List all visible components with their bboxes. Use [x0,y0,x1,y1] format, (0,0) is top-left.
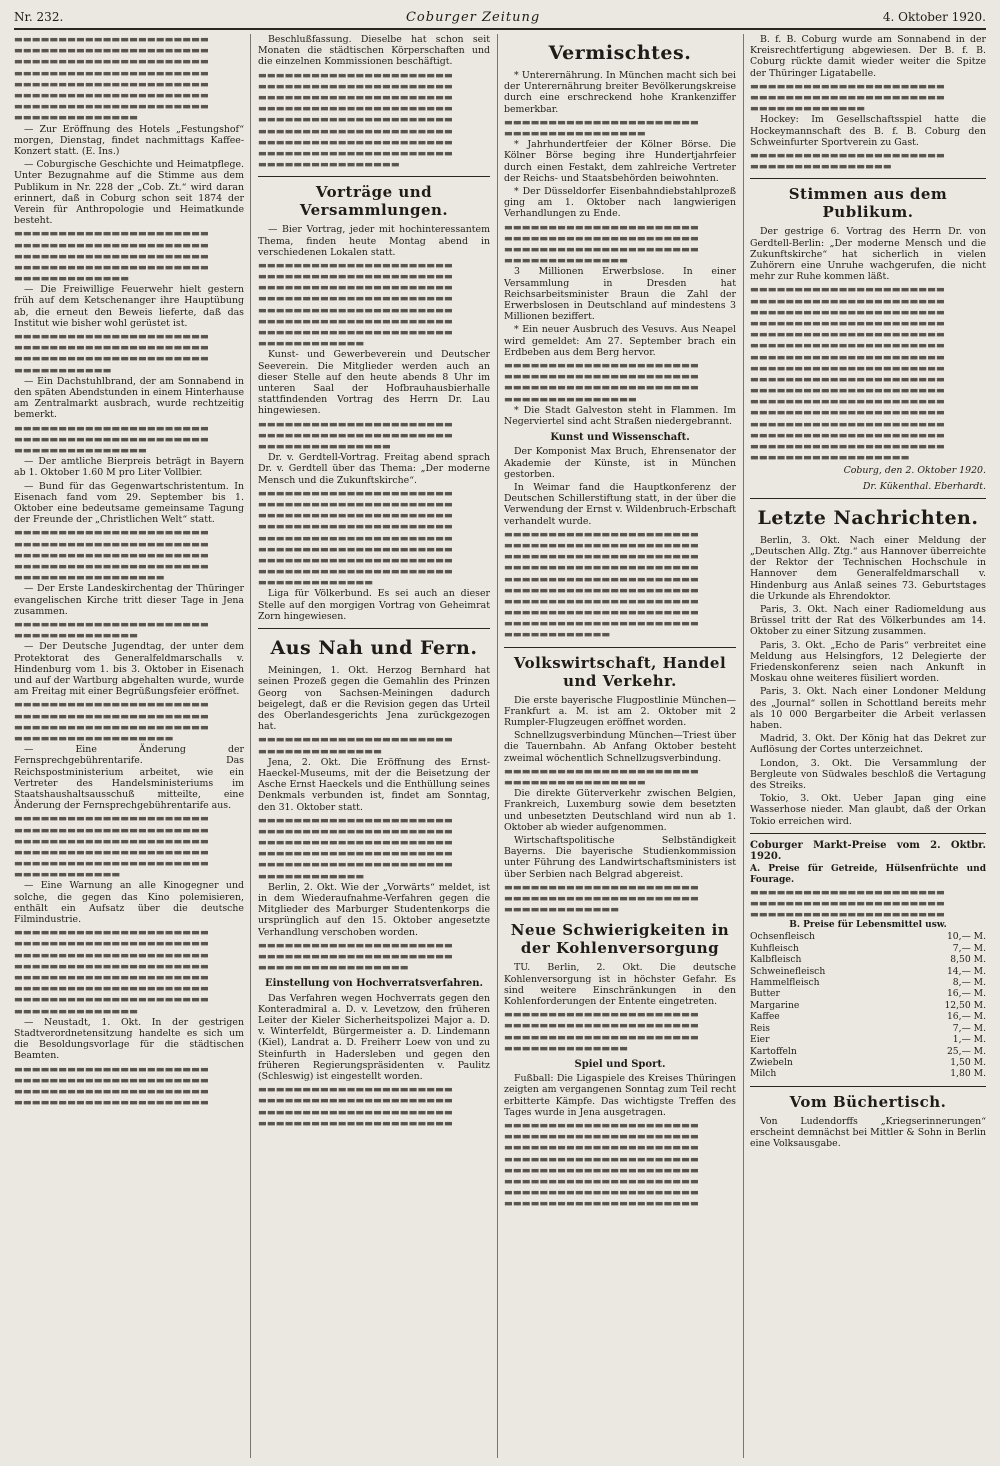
section-divider [750,498,986,499]
section-heading-nah-fern: Aus Nah und Fern. [270,637,478,660]
section-heading-kohle: Neue Schwierigkeiten in der Kohlenversorgung [510,921,730,958]
section-heading-vortraege: Vorträge und Versammlungen. [299,183,449,220]
article-jugendtag: — Der Deutsche Jugendtag, der unter dem Protektorat des Generalfeldmarschalls v. Hindenburg vom 1. bis 3. Oktober in Eisenach und auf der Wartburg abgehalten wurde, wurde am Freitag mit einer Begrüßungsfeier eröffnet. [14,641,244,698]
article-berlin-marburg: Berlin, 2. Okt. Wie der „Vorwärts“ meldet, ist in dem Wiederaufnahme-Verfahren gegen die Mitglieder des Marburger Studentenkorps die ursprünglich auf den 15. Oktober angesetzte Verhandlung verschoben worden. [258,881,490,938]
article-bierpreis: — Der amtliche Bierpreis beträgt in Bayern ab 1. Oktober 1.60 M pro Liter Vollbier. [14,456,244,479]
article-hotel: — Zur Eröffnung des Hotels „Festungshof“ morgen, Dienstag, findet nachmittags Kaffee-Konzert statt. (E. Ins.) [14,123,244,157]
column-rule [250,34,251,1458]
article-landeskirchentag: — Der Erste Landeskirchentag der Thüringer evangelischen Kirche tritt dieser Tage in Jena zusammen. [14,583,244,617]
price-value: 8,50 M. [950,954,986,966]
price-value: 7,— M. [952,942,986,954]
price-row [750,988,986,999]
article-fussball: Fußball: Die Ligaspiele des Kreises Thüringen zeigten am vergangenen Sonntag zum Teil recht erbitterte Kämpfe. Das wichtigste Treffen des Tages wurde in Jena ausgetragen. [504,1073,736,1118]
section-heading-sport: Spiel und Sport. [574,1058,666,1070]
price-item: Schweinefleisch [750,965,826,977]
column-2: Beschlußfassung. Dieselbe hat schon seit Monaten die städtischen Körperschaften und die einzelnen Kommissionen beschäftigt. ▬▬▬▬▬▬▬▬▬▬▬▬▬▬▬▬▬▬▬▬▬▬ ▬▬▬▬▬▬▬▬▬▬▬▬▬▬▬▬▬▬▬▬▬▬ ▬▬▬▬▬▬▬▬▬▬▬▬▬▬▬▬▬▬▬▬▬▬ ▬▬▬▬▬▬▬▬▬▬▬▬▬▬▬▬▬▬▬▬▬▬ ▬▬▬▬▬▬▬▬▬▬▬▬▬▬▬▬▬▬▬▬▬▬ ▬▬▬▬▬▬▬▬▬▬▬▬▬▬▬▬▬▬▬▬▬▬ ▬▬▬▬▬▬▬▬▬▬▬▬▬▬▬▬▬▬▬▬▬▬ ▬▬▬▬▬▬▬▬▬▬▬▬▬▬▬▬▬▬▬▬▬▬ ▬▬▬▬▬▬▬▬▬▬▬▬▬▬▬▬ Vorträge und Versammlungen. — Bier Vortrag, jeder mit hochinteressantem Thema, finden heute Montag abend in verschiedenen Lokalen statt. ▬▬▬▬▬▬▬▬▬▬▬▬▬▬▬▬▬▬▬▬▬▬ ▬▬▬▬▬▬▬▬▬▬▬▬▬▬▬▬▬▬▬▬▬▬ ▬▬▬▬▬▬▬▬▬▬▬▬▬▬▬▬▬▬▬▬▬▬ ▬▬▬▬▬▬▬▬▬▬▬▬▬▬▬▬▬▬▬▬▬▬ ▬▬▬▬▬▬▬▬▬▬▬▬▬▬▬▬▬▬▬▬▬▬ ▬▬▬▬▬▬▬▬▬▬▬▬▬▬▬▬▬▬▬▬▬▬ ▬▬▬▬▬▬▬▬▬▬▬▬▬▬▬▬▬▬▬▬▬▬ ▬▬▬▬▬▬▬▬▬▬▬▬ Kunst- und Gewerbeverein und Deutscher Seeverein. Die Mitglieder werden auch an dieser Stelle auf den heute abends 8 Uhr im unteren Saal der Hofbrauhausbierhalle stattfindenden Vortrag des Herrn Dr. Lau hingewiesen. ▬▬▬▬▬▬▬▬▬▬▬▬▬▬▬▬▬▬▬▬▬▬ ▬▬▬▬▬▬▬▬▬▬▬▬▬▬▬▬▬▬▬▬▬▬ ▬▬▬▬▬▬▬▬▬▬▬▬▬▬▬ Dr. v. Gerdtell-Vortrag. Freitag abend sprach Dr. v. Gerdtell über das Thema: „Der moderne Mensch und die Zukunftskirche“. ▬▬▬▬▬▬▬▬▬▬▬▬▬▬▬▬▬▬▬▬▬▬ ▬▬▬▬▬▬▬▬▬▬▬▬▬▬▬▬▬▬▬▬▬▬ ▬▬▬▬▬▬▬▬▬▬▬▬▬▬▬▬▬▬▬▬▬▬ ▬▬▬▬▬▬▬▬▬▬▬▬▬▬▬▬▬▬▬▬▬▬ ▬▬▬▬▬▬▬▬▬▬▬▬▬▬▬▬▬▬▬▬▬▬ ▬▬▬▬▬▬▬▬▬▬▬▬▬▬▬▬▬▬▬▬▬▬ ▬▬▬▬▬▬▬▬▬▬▬▬▬▬▬▬▬▬▬▬▬▬ ▬▬▬▬▬▬▬▬▬▬▬▬▬▬▬▬▬▬▬▬▬▬ ▬▬▬▬▬▬▬▬▬▬▬▬▬ Liga für Völkerbund. Es sei auch an dieser Stelle auf den morgigen Vortrag von Geheimrat Zorn hingewiesen. Aus Nah und Fern. Meiningen, 1. Okt. Herzog Bernhard hat seinen Prozeß gegen die Gemahlin des Prinzen Georg von Sachsen-Meiningen dadurch beigelegt, daß er die Revision gegen das Urteil des Oberlandesgerichts Jena zurückgezogen hat. ▬▬▬▬▬▬▬▬▬▬▬▬▬▬▬▬▬▬▬▬▬▬ ▬▬▬▬▬▬▬▬▬▬▬▬▬▬ Jena, 2. Okt. Die Eröffnung des Ernst-Haeckel-Museums, mit der die Beisetzung der Asche Ernst Haeckels und die Enthüllung seines Denkmals verbunden ist, findet am Sonntag, den 31. Oktober statt. ▬▬▬▬▬▬▬▬▬▬▬▬▬▬▬▬▬▬▬▬▬▬ ▬▬▬▬▬▬▬▬▬▬▬▬▬▬▬▬▬▬▬▬▬▬ ▬▬▬▬▬▬▬▬▬▬▬▬▬▬▬▬▬▬▬▬▬▬ ▬▬▬▬▬▬▬▬▬▬▬▬▬▬▬▬▬▬▬▬▬▬ ▬▬▬▬▬▬▬▬▬▬▬▬▬▬▬▬▬▬▬▬▬▬ ▬▬▬▬▬▬▬▬▬▬▬▬ Berlin, 2. Okt. Wie der „Vorwärts“ meldet, ist in dem Wiederaufnahme-Verfahren gegen die Mitglieder des Marburger Studentenkorps die ursprünglich auf den 15. Oktober angesetzte Verhandlung verschoben worden. ▬▬▬▬▬▬▬▬▬▬▬▬▬▬▬▬▬▬▬▬▬▬ ▬▬▬▬▬▬▬▬▬▬▬▬▬▬▬▬▬▬▬▬▬▬ ▬▬▬▬▬▬▬▬▬▬▬▬▬▬▬▬▬ Einstellung von Hochverratsverfahren. Das Verfahren wegen Hochverrats gegen den Konteradmiral a. D. v. Levetzow, den früheren Leiter der Kieler Sicherheitspolizei Major a. D. v. Winterfeldt, Bürgermeister a. D. Lindemann (Kiel), Landrat a. D. Freiherr Loew von und zu Steinfurth in Hadersleben und gegen den früheren Regierungspräsidenten v. Paulitz (Schleswig) ist eingestellt worden. ▬▬▬▬▬▬▬▬▬▬▬▬▬▬▬▬▬▬▬▬▬▬ ▬▬▬▬▬▬▬▬▬▬▬▬▬▬▬▬▬▬▬▬▬▬ ▬▬▬▬▬▬▬▬▬▬▬▬▬▬▬▬▬▬▬▬▬▬ ▬▬▬▬▬▬▬▬▬▬▬▬▬▬▬▬▬▬▬▬▬▬ [258,34,490,1129]
price-item: Milch [750,1068,777,1080]
price-row [750,966,986,977]
article-fernsprechgebuehren: — Eine Änderung der Fernsprechgebührentarife. Das Reichspostministerium arbeitet, wie ein Vertreter des Handelsministeriums im Staatshaushaltsausschuß mitteilte, eine Änderung der Fernsprechgebührentarife aus. [14,744,244,812]
signature-names: Dr. Kükenthal. Eberhardt. [862,480,986,492]
article-voelkerbundsrat: Paris, 3. Okt. Nach einer Radiomeldung aus Brüssel tritt der Rat des Völkerbundes am 14. Oktober zu einer Sitzung zusammen. [750,604,986,638]
column-4: B. f. B. Coburg wurde am Sonnabend in der Kreisrechtfertigung abgewiesen. Der B. f. B. Coburg rückte damit wieder weiter die Spitze der Thüringer Ligatabelle. ▬▬▬▬▬▬▬▬▬▬▬▬▬▬▬▬▬▬▬▬▬▬ ▬▬▬▬▬▬▬▬▬▬▬▬▬▬▬▬▬▬▬▬▬▬ ▬▬▬▬▬▬▬▬▬▬▬▬▬ Hockey: Im Gesellschaftsspiel hatte die Hockeymannschaft des B. f. B. Coburg den Schweinfurter Sportverein zu Gast. ▬▬▬▬▬▬▬▬▬▬▬▬▬▬▬▬▬▬▬▬▬▬ ▬▬▬▬▬▬▬▬▬▬▬▬▬▬▬▬ Stimmen aus dem Publikum. Der gestrige 6. Vortrag des Herrn Dr. von Gerdtell-Berlin: „Der moderne Mensch und die Zukunftskirche“ hat sicherlich in vielen Zuhörern eine Unruhe wachgerufen, die nicht mehr zur Ruhe kommen läßt. ▬▬▬▬▬▬▬▬▬▬▬▬▬▬▬▬▬▬▬▬▬▬ ▬▬▬▬▬▬▬▬▬▬▬▬▬▬▬▬▬▬▬▬▬▬ ▬▬▬▬▬▬▬▬▬▬▬▬▬▬▬▬▬▬▬▬▬▬ ▬▬▬▬▬▬▬▬▬▬▬▬▬▬▬▬▬▬▬▬▬▬ ▬▬▬▬▬▬▬▬▬▬▬▬▬▬▬▬▬▬▬▬▬▬ ▬▬▬▬▬▬▬▬▬▬▬▬▬▬▬▬▬▬▬▬▬▬ ▬▬▬▬▬▬▬▬▬▬▬▬▬▬▬▬▬▬▬▬▬▬ ▬▬▬▬▬▬▬▬▬▬▬▬▬▬▬▬▬▬▬▬▬▬ ▬▬▬▬▬▬▬▬▬▬▬▬▬▬▬▬▬▬▬▬▬▬ ▬▬▬▬▬▬▬▬▬▬▬▬▬▬▬▬▬▬▬▬▬▬ ▬▬▬▬▬▬▬▬▬▬▬▬▬▬▬▬▬▬▬▬▬▬ ▬▬▬▬▬▬▬▬▬▬▬▬▬▬▬▬▬▬▬▬▬▬ ▬▬▬▬▬▬▬▬▬▬▬▬▬▬▬▬▬▬▬▬▬▬ ▬▬▬▬▬▬▬▬▬▬▬▬▬▬▬▬▬▬▬▬▬▬ ▬▬▬▬▬▬▬▬▬▬▬▬▬▬▬▬▬▬▬▬▬▬ ▬▬▬▬▬▬▬▬▬▬▬▬▬▬▬▬▬▬ Coburg, den 2. Oktober 1920. Dr. Kükenthal. Eberhardt. Letzte Nachrichten. Berlin, 3. Okt. Nach einer Meldung der „Deutschen Allg. Ztg.“ aus Hannover überreichte der Rektor der Technischen Hochschule in Hannover dem Generalfeldmarschall v. Hindenburg aus Anlaß seines 73. Geburtstages die Urkunde als Ehrendoktor. Paris, 3. Okt. Nach einer Radiomeldung aus Brüssel tritt der Rat des Völkerbundes am 14. Oktober zu einer Sitzung zusammen. Paris, 3. Okt. „Echo de Paris“ verbreitet eine Meldung aus Helsingfors, 12 Delegierte der Friedenskonferenz seien nach Ankunft in Moskau ohne weiteres füsiliert worden. Paris, 3. Okt. Nach einer Londoner Meldung des „Journal“ sollen in Schottland bereits mehr als 10 000 Bergarbeiter die Arbeit verlassen haben. Madrid, 3. Okt. Der König hat das Dekret zur Auflösung der Cortes unterzeichnet. London, 3. Okt. Die Versammlung der Bergleute von Südwales beschloß die Vertagung des Streiks. Tokio, 3. Okt. Ueber Japan ging eine Wasserhose nieder. Man glaubt, daß der Orkan Tokio erreichen wird. Coburger Markt-Preise vom 2. Oktbr. 1920. A. Preise für Getreide, Hülsenfrüchte und Fourage. ▬▬▬▬▬▬▬▬▬▬▬▬▬▬▬▬▬▬▬▬▬▬ ▬▬▬▬▬▬▬▬▬▬▬▬▬▬▬▬▬▬▬▬▬▬ ▬▬▬▬▬▬▬▬▬▬▬▬▬▬▬▬▬▬▬▬▬▬ B. Preise für Lebensmittel usw. Ochsenfleisch 10,— M. Kuhfleisch 7,— M. Kalbfleisch 8,50 M. Schweinefleisch 14,— M. Hammelfleisch 8,— M. Butter 16,— M. Margarine 12,50 M. Kaffee 16,— M. Reis 7,— M. Eier 1,— M. Kartoffeln 25,— M. Zwiebeln 1,50 M. Milch 1,80 M. Vom Büchertisch. Von Ludendorffs „Kriegserinnerungen“ erscheint demnächst bei Mittler & Sohn in Berlin eine Volksausgabe. [750,34,986,1150]
price-row [750,931,986,942]
price-value: 1,80 M. [950,1068,986,1080]
article-hockey: Hockey: Im Gesellschaftsspiel hatte die Hockeymannschaft des B. f. B. Coburg den Schweinfurter Sportverein zu Gast. [750,114,986,148]
article-eisenbahndiebstahl: * Der Düsseldorfer Eisenbahndiebstahlprozeß ging am 1. Oktober nach langwierigen Verhandlungen zu Ende. [504,186,736,220]
section-heading-buechertisch: Vom Büchertisch. [789,1092,947,1111]
heading-hochverrat: Einstellung von Hochverratsverfahren. [265,978,483,990]
section-heading-volkswirtschaft: Volkswirtschaft, Handel und Verkehr. [513,653,727,690]
article-echo-de-paris: Paris, 3. Okt. „Echo de Paris“ verbreitet eine Meldung aus Helsingfors, 12 Delegierte der Friedenskonferenz seien nach Ankunft in Moskau ohne weiteres füsiliert worden. [750,639,986,685]
section-divider [750,178,986,179]
price-item: Reis [750,1022,771,1034]
price-row [750,1023,986,1034]
article-vfb-coburg: B. f. B. Coburg wurde am Sonnabend in der Kreisrechtfertigung abgewiesen. Der B. f. B. Coburg rückte damit wieder weiter die Spitze der Thüringer Ligatabelle. [750,34,986,79]
section-divider [750,833,986,834]
issue-date: 4. Oktober 1920. [882,10,986,24]
article-schillerstiftung: In Weimar fand die Hauptkonferenz der Deutschen Schillerstiftung statt, in der über die Verwendung der Ernst v. Wildenbruch-Erbschaft verhandelt wurde. [504,481,736,527]
section-divider [750,1086,986,1087]
article-kunst-gewerbeverein: Kunst- und Gewerbeverein und Deutscher Seeverein. Die Mitglieder werden auch an dieser Stelle auf den heute abends 8 Uhr im unteren Saal der Hofbrauhausbierhalle stattfindenden Vortrag des Herrn Dr. Lau hingewiesen. [258,349,490,417]
article-dachstuhlbrand: — Ein Dachstuhlbrand, der am Sonnabend in den späten Abendstunden in einem Hinterhause am Zentralmarkt ausbrach, wurde rechtzeitig bemerkt. [14,375,244,421]
column-3: Vermischtes. * Unterernährung. In München macht sich bei der Unterernährung breiter Bevölkerungskreise durch eine erschreckend hohe Krankenziffer bemerkbar. ▬▬▬▬▬▬▬▬▬▬▬▬▬▬▬▬▬▬▬▬▬▬ ▬▬▬▬▬▬▬▬▬▬▬▬▬▬▬▬ * Jahrhundertfeier der Kölner Börse. Die Kölner Börse beging ihre Hundertjahrfeier durch einen Festakt, dem zahlreiche Vertreter der Reichs- und Staatsbehörden beiwohnten. * Der Düsseldorfer Eisenbahndiebstahlprozeß ging am 1. Oktober nach langwierigen Verhandlungen zu Ende. ▬▬▬▬▬▬▬▬▬▬▬▬▬▬▬▬▬▬▬▬▬▬ ▬▬▬▬▬▬▬▬▬▬▬▬▬▬▬▬▬▬▬▬▬▬ ▬▬▬▬▬▬▬▬▬▬▬▬▬▬▬▬▬▬▬▬▬▬ ▬▬▬▬▬▬▬▬▬▬▬▬▬▬ 3 Millionen Erwerbslose. In einer Versammlung in Dresden hat Reichsarbeitsminister Braun die Zahl der Erwerbslosen in Deutschland auf mindestens 3 Millionen beziffert. * Ein neuer Ausbruch des Vesuvs. Aus Neapel wird gemeldet: Am 27. September brach ein Erdbeben aus dem Berg hervor. ▬▬▬▬▬▬▬▬▬▬▬▬▬▬▬▬▬▬▬▬▬▬ ▬▬▬▬▬▬▬▬▬▬▬▬▬▬▬▬▬▬▬▬▬▬ ▬▬▬▬▬▬▬▬▬▬▬▬▬▬▬▬▬▬▬▬▬▬ ▬▬▬▬▬▬▬▬▬▬▬▬▬▬▬ * Die Stadt Galveston steht in Flammen. Im Negerviertel sind acht Straßen niedergebrannt. Kunst und Wissenschaft. Der Komponist Max Bruch, Ehrensenator der Akademie der Künste, ist in München gestorben. In Weimar fand die Hauptkonferenz der Deutschen Schillerstiftung statt, in der über die Verwendung der Ernst v. Wildenbruch-Erbschaft verhandelt wurde. ▬▬▬▬▬▬▬▬▬▬▬▬▬▬▬▬▬▬▬▬▬▬ ▬▬▬▬▬▬▬▬▬▬▬▬▬▬▬▬▬▬▬▬▬▬ ▬▬▬▬▬▬▬▬▬▬▬▬▬▬▬▬▬▬▬▬▬▬ ▬▬▬▬▬▬▬▬▬▬▬▬▬▬▬▬▬▬▬▬▬▬ ▬▬▬▬▬▬▬▬▬▬▬▬▬▬▬▬▬▬▬▬▬▬ ▬▬▬▬▬▬▬▬▬▬▬▬▬▬▬▬▬▬▬▬▬▬ ▬▬▬▬▬▬▬▬▬▬▬▬▬▬▬▬▬▬▬▬▬▬ ▬▬▬▬▬▬▬▬▬▬▬▬▬▬▬▬▬▬▬▬▬▬ ▬▬▬▬▬▬▬▬▬▬▬▬▬▬▬▬▬▬▬▬▬▬ ▬▬▬▬▬▬▬▬▬▬▬▬ Volkswirtschaft, Handel und Verkehr. Die erste bayerische Flugpostlinie München—Frankfurt a. M. ist am 2. Oktober mit 2 Rumpler-Flugzeugen eröffnet worden. Schnellzugsverbindung München—Triest über die Tauernbahn. Ab Anfang Oktober besteht zweimal wöchentlich Schnellzugsverbindung. ▬▬▬▬▬▬▬▬▬▬▬▬▬▬▬▬▬▬▬▬▬▬ ▬▬▬▬▬▬▬▬▬▬▬▬▬▬▬▬ Die direkte Güterverkehr zwischen Belgien, Frankreich, Luxemburg sowie dem besetzten und unbesetzten Deutschland wird nun ab 1. Oktober ab wieder aufgenommen. Wirtschaftspolitische Selbständigkeit Bayerns. Die bayerische Studienkommission unter Führung des Landwirtschaftsministers ist über Serbien nach Belgrad abgereist. ▬▬▬▬▬▬▬▬▬▬▬▬▬▬▬▬▬▬▬▬▬▬ ▬▬▬▬▬▬▬▬▬▬▬▬▬▬▬▬▬▬▬▬▬▬ ▬▬▬▬▬▬▬▬▬▬▬▬▬ Neue Schwierigkeiten in der Kohlenversorgung TU. Berlin, 2. Okt. Die deutsche Kohlenversorgung ist in höchster Gefahr. Es sind weitere Einschränkungen in den Kohlenforderungen der Entente eingetreten. ▬▬▬▬▬▬▬▬▬▬▬▬▬▬▬▬▬▬▬▬▬▬ ▬▬▬▬▬▬▬▬▬▬▬▬▬▬▬▬▬▬▬▬▬▬ ▬▬▬▬▬▬▬▬▬▬▬▬▬▬▬▬▬▬▬▬▬▬ ▬▬▬▬▬▬▬▬▬▬▬▬▬▬ Spiel und Sport. Fußball: Die Ligaspiele des Kreises Thüringen zeigten am vergangenen Sonntag zum Teil recht erbitterte Kämpfe. Das wichtigste Treffen des Tages wurde in Jena ausgetragen. ▬▬▬▬▬▬▬▬▬▬▬▬▬▬▬▬▬▬▬▬▬▬ ▬▬▬▬▬▬▬▬▬▬▬▬▬▬▬▬▬▬▬▬▬▬ ▬▬▬▬▬▬▬▬▬▬▬▬▬▬▬▬▬▬▬▬▬▬ ▬▬▬▬▬▬▬▬▬▬▬▬▬▬▬▬▬▬▬▬▬▬ ▬▬▬▬▬▬▬▬▬▬▬▬▬▬▬▬▬▬▬▬▬▬ ▬▬▬▬▬▬▬▬▬▬▬▬▬▬▬▬▬▬▬▬▬▬ ▬▬▬▬▬▬▬▬▬▬▬▬▬▬▬▬▬▬▬▬▬▬ ▬▬▬▬▬▬▬▬▬▬▬▬▬▬▬▬▬▬▬▬▬▬ [504,42,736,1210]
column-rule [497,34,498,1458]
article-heimatpflege: — Coburgische Geschichte und Heimatpflege. Unter Bezugnahme auf die Stimme aus dem Publikum in Nr. 228 der „Cob. Zt.“ wird daran erinnert, daß in Coburg schon seit 1874 der Verein für Anthropologie und Heimatkunde besteht. [14,159,244,227]
price-row [750,1057,986,1068]
market-prices-section-a: A. Preise für Getreide, Hülsenfrüchte und Fourage. [750,864,986,886]
article-hochverrat: Das Verfahren wegen Hochverrats gegen den Konteradmiral a. D. v. Levetzow, den früheren Leiter der Kieler Sicherheitspolizei Major a. D. v. Winterfeldt, Bürgermeister a. D. Lindemann (Kiel), Landrat a. D. Freiherr Loew von und zu Steinfurth in Hadersleben und gegen den früheren Regierungspräsidenten v. Paulitz (Schleswig) ist eingestellt worden. [258,992,490,1083]
article-bergarbeiter: Paris, 3. Okt. Nach einer Londoner Meldung des „Journal“ sollen in Schottland bereits mehr als 10 000 Bergarbeiter die Arbeit verlassen haben. [750,686,986,732]
signature-place: Coburg, den 2. Oktober 1920. [843,465,986,477]
market-prices-title: Coburger Markt-Preise vom 2. Oktbr. 1920. [750,839,986,863]
price-item: Zwiebeln [750,1056,793,1068]
article-ludendorff: Von Ludendorffs „Kriegserinnerungen“ erscheint demnächst bei Mittler & Sohn in Berlin eine Volksausgabe. [750,1115,986,1150]
masthead [14,6,986,30]
column-1: ▬▬▬▬▬▬▬▬▬▬▬▬▬▬▬▬▬▬▬▬▬▬ ▬▬▬▬▬▬▬▬▬▬▬▬▬▬▬▬▬▬▬▬▬▬ ▬▬▬▬▬▬▬▬▬▬▬▬▬▬▬▬▬▬▬▬▬▬ ▬▬▬▬▬▬▬▬▬▬▬▬▬▬▬▬▬▬▬▬▬▬ ▬▬▬▬▬▬▬▬▬▬▬▬▬▬▬▬▬▬▬▬▬▬ ▬▬▬▬▬▬▬▬▬▬▬▬▬▬▬▬▬▬▬▬▬▬ ▬▬▬▬▬▬▬▬▬▬▬▬▬▬▬▬▬▬▬▬▬▬ ▬▬▬▬▬▬▬▬▬▬▬▬▬▬ — Zur Eröffnung des Hotels „Festungshof“ morgen, Dienstag, findet nachmittags Kaffee-Konzert statt. (E. Ins.) — Coburgische Geschichte und Heimatpflege. Unter Bezugnahme auf die Stimme aus dem Publikum in Nr. 228 der „Cob. Zt.“ wird daran erinnert, daß in Coburg schon seit 1874 der Verein für Anthropologie und Heimatkunde besteht. ▬▬▬▬▬▬▬▬▬▬▬▬▬▬▬▬▬▬▬▬▬▬ ▬▬▬▬▬▬▬▬▬▬▬▬▬▬▬▬▬▬▬▬▬▬ ▬▬▬▬▬▬▬▬▬▬▬▬▬▬▬▬▬▬▬▬▬▬ ▬▬▬▬▬▬▬▬▬▬▬▬▬▬▬▬▬▬▬▬▬▬ ▬▬▬▬▬▬▬▬▬▬▬▬▬ — Die Freiwillige Feuerwehr hielt gestern früh auf dem Ketschenanger ihre Hauptübung ab, die erneut den Beweis lieferte, daß das Institut wie bisher wohl gerüstet ist. ▬▬▬▬▬▬▬▬▬▬▬▬▬▬▬▬▬▬▬▬▬▬ ▬▬▬▬▬▬▬▬▬▬▬▬▬▬▬▬▬▬▬▬▬▬ ▬▬▬▬▬▬▬▬▬▬▬▬▬▬▬▬▬▬▬▬▬▬ ▬▬▬▬▬▬▬▬▬▬▬ — Ein Dachstuhlbrand, der am Sonnabend in den späten Abendstunden in einem Hinterhause am Zentralmarkt ausbrach, wurde rechtzeitig bemerkt. ▬▬▬▬▬▬▬▬▬▬▬▬▬▬▬▬▬▬▬▬▬▬ ▬▬▬▬▬▬▬▬▬▬▬▬▬▬▬▬▬▬▬▬▬▬ ▬▬▬▬▬▬▬▬▬▬▬▬▬▬▬ — Der amtliche Bierpreis beträgt in Bayern ab 1. Oktober 1.60 M pro Liter Vollbier. — Bund für das Gegenwartschristentum. In Eisenach fand vom 29. September bis 1. Oktober eine bedeutsame gemeinsame Tagung der Freunde der „Christlichen Welt“ statt. ▬▬▬▬▬▬▬▬▬▬▬▬▬▬▬▬▬▬▬▬▬▬ ▬▬▬▬▬▬▬▬▬▬▬▬▬▬▬▬▬▬▬▬▬▬ ▬▬▬▬▬▬▬▬▬▬▬▬▬▬▬▬▬▬▬▬▬▬ ▬▬▬▬▬▬▬▬▬▬▬▬▬▬▬▬▬▬▬▬▬▬ ▬▬▬▬▬▬▬▬▬▬▬▬▬▬▬▬▬ — Der Erste Landeskirchentag der Thüringer evangelischen Kirche tritt dieser Tage in Jena zusammen. ▬▬▬▬▬▬▬▬▬▬▬▬▬▬▬▬▬▬▬▬▬▬ ▬▬▬▬▬▬▬▬▬▬▬▬▬▬ — Der Deutsche Jugendtag, der unter dem Protektorat des Generalfeldmarschalls v. Hindenburg vom 1. bis 3. Oktober in Eisenach und auf der Wartburg abgehalten wurde, wurde am Freitag mit einer Begrüßungsfeier eröffnet. ▬▬▬▬▬▬▬▬▬▬▬▬▬▬▬▬▬▬▬▬▬▬ ▬▬▬▬▬▬▬▬▬▬▬▬▬▬▬▬▬▬▬▬▬▬ ▬▬▬▬▬▬▬▬▬▬▬▬▬▬▬▬▬▬▬▬▬▬ ▬▬▬▬▬▬▬▬▬▬▬▬▬▬▬▬▬▬ — Eine Änderung der Fernsprechgebührentarife. Das Reichspostministerium arbeitet, wie ein Vertreter des Handelsministeriums im Staatshaushaltsausschuß mitteilte, eine Änderung der Fernsprechgebührentarife aus. ▬▬▬▬▬▬▬▬▬▬▬▬▬▬▬▬▬▬▬▬▬▬ ▬▬▬▬▬▬▬▬▬▬▬▬▬▬▬▬▬▬▬▬▬▬ ▬▬▬▬▬▬▬▬▬▬▬▬▬▬▬▬▬▬▬▬▬▬ ▬▬▬▬▬▬▬▬▬▬▬▬▬▬▬▬▬▬▬▬▬▬ ▬▬▬▬▬▬▬▬▬▬▬▬▬▬▬▬▬▬▬▬▬▬ ▬▬▬▬▬▬▬▬▬▬▬▬ — Eine Warnung an alle Kinogegner und solche, die gegen das Kino polemisieren, enthält ein Aufsatz über die deutsche Filmindustrie. ▬▬▬▬▬▬▬▬▬▬▬▬▬▬▬▬▬▬▬▬▬▬ ▬▬▬▬▬▬▬▬▬▬▬▬▬▬▬▬▬▬▬▬▬▬ ▬▬▬▬▬▬▬▬▬▬▬▬▬▬▬▬▬▬▬▬▬▬ ▬▬▬▬▬▬▬▬▬▬▬▬▬▬▬▬▬▬▬▬▬▬ ▬▬▬▬▬▬▬▬▬▬▬▬▬▬▬▬▬▬▬▬▬▬ ▬▬▬▬▬▬▬▬▬▬▬▬▬▬▬▬▬▬▬▬▬▬ ▬▬▬▬▬▬▬▬▬▬▬▬▬▬▬▬▬▬▬▬▬▬ ▬▬▬▬▬▬▬▬▬▬▬▬▬▬ — Neustadt, 1. Okt. In der gestrigen Stadtverordnetensitzung handelte es sich um die Besoldungsvorlage für die städtischen Beamten. ▬▬▬▬▬▬▬▬▬▬▬▬▬▬▬▬▬▬▬▬▬▬ ▬▬▬▬▬▬▬▬▬▬▬▬▬▬▬▬▬▬▬▬▬▬ ▬▬▬▬▬▬▬▬▬▬▬▬▬▬▬▬▬▬▬▬▬▬ ▬▬▬▬▬▬▬▬▬▬▬▬▬▬▬▬▬▬▬▬▬▬ [14,34,244,1109]
article-flugpost: Die erste bayerische Flugpostlinie München—Frankfurt a. M. ist am 2. Oktober mit 2 Rumpler-Flugzeugen eröffnet worden. [504,694,736,729]
issue-number: Nr. 232. [14,10,64,24]
article-gegenwartschristentum: — Bund für das Gegenwartschristentum. In Eisenach fand vom 29. September bis 1. Oktober eine bedeutsame gemeinsame Tagung der Freunde der „Christlichen Welt“ statt. [14,480,244,526]
article-stimmen: Der gestrige 6. Vortrag des Herrn Dr. von Gerdtell-Berlin: „Der moderne Mensch und die Zukunftskirche“ hat sicherlich in vielen Zuhörern eine Unruhe wachgerufen, die nicht mehr zur Ruhe kommen läßt. [750,226,986,283]
price-value: 1,50 M. [950,1056,986,1068]
price-row [750,1046,986,1057]
price-item: Kalbfleisch [750,954,802,966]
article-galveston: * Die Stadt Galveston steht in Flammen. Im Negerviertel sind acht Straßen niedergebrannt. [504,404,736,427]
price-value: 14,— M. [946,965,986,977]
price-value: 25,— M. [946,1045,986,1057]
newspaper-title: Coburger Zeitung [405,9,541,25]
market-prices-section-b: B. Preise für Lebensmittel usw. [789,920,947,931]
price-value: 16,— M. [946,988,986,1000]
price-row [750,1034,986,1045]
article-tokio: Tokio, 3. Okt. Ueber Japan ging eine Wasserhose nieder. Man glaubt, daß der Orkan Tokio erreichen wird. [750,793,986,827]
article-erwerbslose: 3 Millionen Erwerbslose. In einer Versammlung in Dresden hat Reichsarbeitsminister Braun die Zahl der Erwerbslosen in Deutschland auf mindestens 3 Millionen beziffert. [504,266,736,323]
price-row [750,977,986,988]
article-madrid: Madrid, 3. Okt. Der König hat das Dekret zur Auflösung der Cortes unterzeichnet. [750,733,986,756]
article-vier-vortraege: — Bier Vortrag, jeder mit hochinteressantem Thema, finden heute Montag abend in verschiedenen Lokalen statt. [258,224,490,258]
article-kohlenversorgung: TU. Berlin, 2. Okt. Die deutsche Kohlenversorgung ist in höchster Gefahr. Es sind weitere Einschränkungen in den Kohlenforderungen der Entente eingetreten. [504,962,736,1008]
price-row [750,943,986,954]
article-hindenburg: Berlin, 3. Okt. Nach einer Meldung der „Deutschen Allg. Ztg.“ aus Hannover überreichte der Rektor der Technischen Hochschule in Hannover dem Generalfeldmarschall v. Hindenburg aus Anlaß seines 73. Geburtstages die Urkunde als Ehrendoktor. [750,534,986,602]
price-row [750,954,986,965]
article-gerdtell-vortrag: Dr. v. Gerdtell-Vortrag. Freitag abend sprach Dr. v. Gerdtell über das Thema: „Der moderne Mensch und die Zukunftskirche“. [258,452,490,486]
article-max-bruch: Der Komponist Max Bruch, Ehrensenator der Akademie der Künste, ist in München gestorben. [504,446,736,480]
section-divider [258,628,490,629]
price-list [750,931,986,1079]
price-value: 8,— M. [952,977,986,989]
section-heading-vermischtes: Vermischtes. [548,42,692,64]
price-value: 1,— M. [952,1034,986,1046]
price-value: 12,50 M. [944,999,986,1011]
article-text-block: ▬▬▬▬▬▬▬▬▬▬▬▬▬▬▬▬▬▬▬▬▬▬ ▬▬▬▬▬▬▬▬▬▬▬▬▬▬▬▬▬▬▬▬▬▬ ▬▬▬▬▬▬▬▬▬▬▬▬▬▬▬▬▬▬▬▬▬▬ ▬▬▬▬▬▬▬▬▬▬▬▬▬▬▬▬▬▬▬▬▬▬ ▬▬▬▬▬▬▬▬▬▬▬▬▬▬▬▬▬▬▬▬▬▬ ▬▬▬▬▬▬▬▬▬▬▬▬▬▬▬▬▬▬▬▬▬▬ ▬▬▬▬▬▬▬▬▬▬▬▬▬▬▬▬▬▬▬▬▬▬ ▬▬▬▬▬▬▬▬▬▬▬▬▬▬ [14,34,209,124]
price-item: Butter [750,988,780,1000]
article-kinogegner: — Eine Warnung an alle Kinogegner und solche, die gegen das Kino polemisieren, enthält ein Aufsatz über die deutsche Filmindustrie. [14,880,244,926]
price-item: Margarine [750,999,800,1011]
section-heading-letzte: Letzte Nachrichten. [757,506,979,529]
article-unterernaehrung: * Unterernährung. In München macht sich bei der Unterernährung breiter Bevölkerungskreise durch eine erschreckend hohe Krankenziffer bemerkbar. [504,70,736,115]
price-item: Eier [750,1034,770,1046]
column-rule [743,34,744,1458]
article-vesuv: * Ein neuer Ausbruch des Vesuvs. Aus Neapel wird gemeldet: Am 27. September brach ein Erdbeben aus dem Berg hervor. [504,324,736,358]
price-item: Ochsenfleisch [750,931,815,943]
article-koelner-boerse: * Jahrhundertfeier der Kölner Börse. Die Kölner Börse beging ihre Hundertjahrfeier durch einen Festakt, dem zahlreiche Vertreter der Reichs- und Staatsbehörden beiwohnten. [504,139,736,184]
section-heading-kunst: Kunst und Wissenschaft. [550,432,690,444]
section-divider [504,647,736,648]
price-value: 7,— M. [952,1022,986,1034]
price-row [750,1011,986,1022]
price-item: Hammelfleisch [750,977,820,989]
article-meiningen: Meiningen, 1. Okt. Herzog Bernhard hat seinen Prozeß gegen die Gemahlin des Prinzen Georg von Sachsen-Meiningen dadurch beigelegt, daß er die Revision gegen das Urteil des Oberlandesgerichts Jena zurückgezogen hat. [258,665,490,733]
price-value: 10,— M. [946,931,986,943]
price-item: Kuhfleisch [750,942,799,954]
article-voelkerbund: Liga für Völkerbund. Es sei auch an dieser Stelle auf den morgigen Vortrag von Geheimrat Zorn hingewiesen. [258,588,490,622]
article-beschlussfassung: Beschlußfassung. Dieselbe hat schon seit Monaten die städtischen Körperschaften und die einzelnen Kommissionen beschäftigt. [258,34,490,68]
price-item: Kartoffeln [750,1045,797,1057]
article-london: London, 3. Okt. Die Versammlung der Bergleute von Südwales beschloß die Vertagung des Streiks. [750,757,986,792]
price-row [750,1000,986,1011]
price-row [750,1068,986,1079]
article-bayern: Wirtschaftspolitische Selbständigkeit Bayerns. Die bayerische Studienkommission unter Führung des Landwirtschaftsministers ist über Serbien nach Belgrad abgereist. [504,835,736,880]
article-gueterverkehr: Die direkte Güterverkehr zwischen Belgien, Frankreich, Luxemburg sowie dem besetzten und unbesetzten Deutschland wird nun ab 1. Oktober ab wieder aufgenommen. [504,788,736,833]
article-neustadt: — Neustadt, 1. Okt. In der gestrigen Stadtverordnetensitzung handelte es sich um die Besoldungsvorlage für die städtischen Beamten. [14,1016,244,1062]
article-feuerwehr: — Die Freiwillige Feuerwehr hielt gestern früh auf dem Ketschenanger ihre Hauptübung ab, die erneut den Beweis lieferte, daß das Institut wie bisher wohl gerüstet ist. [14,284,244,329]
article-schnellzug: Schnellzugsverbindung München—Triest über die Tauernbahn. Ab Anfang Oktober besteht zweimal wöchentlich Schnellzugsverbindung. [504,730,736,764]
article-jena: Jena, 2. Okt. Die Eröffnung des Ernst-Haeckel-Museums, mit der die Beisetzung der Asche Ernst Haeckels und die Enthüllung seines Denkmals verbunden ist, findet am Sonntag, den 31. Oktober statt. [258,756,490,813]
price-value: 16,— M. [946,1011,986,1023]
section-divider [258,176,490,177]
section-heading-stimmen: Stimmen aus dem Publikum. [788,185,948,222]
price-item: Kaffee [750,1011,780,1023]
